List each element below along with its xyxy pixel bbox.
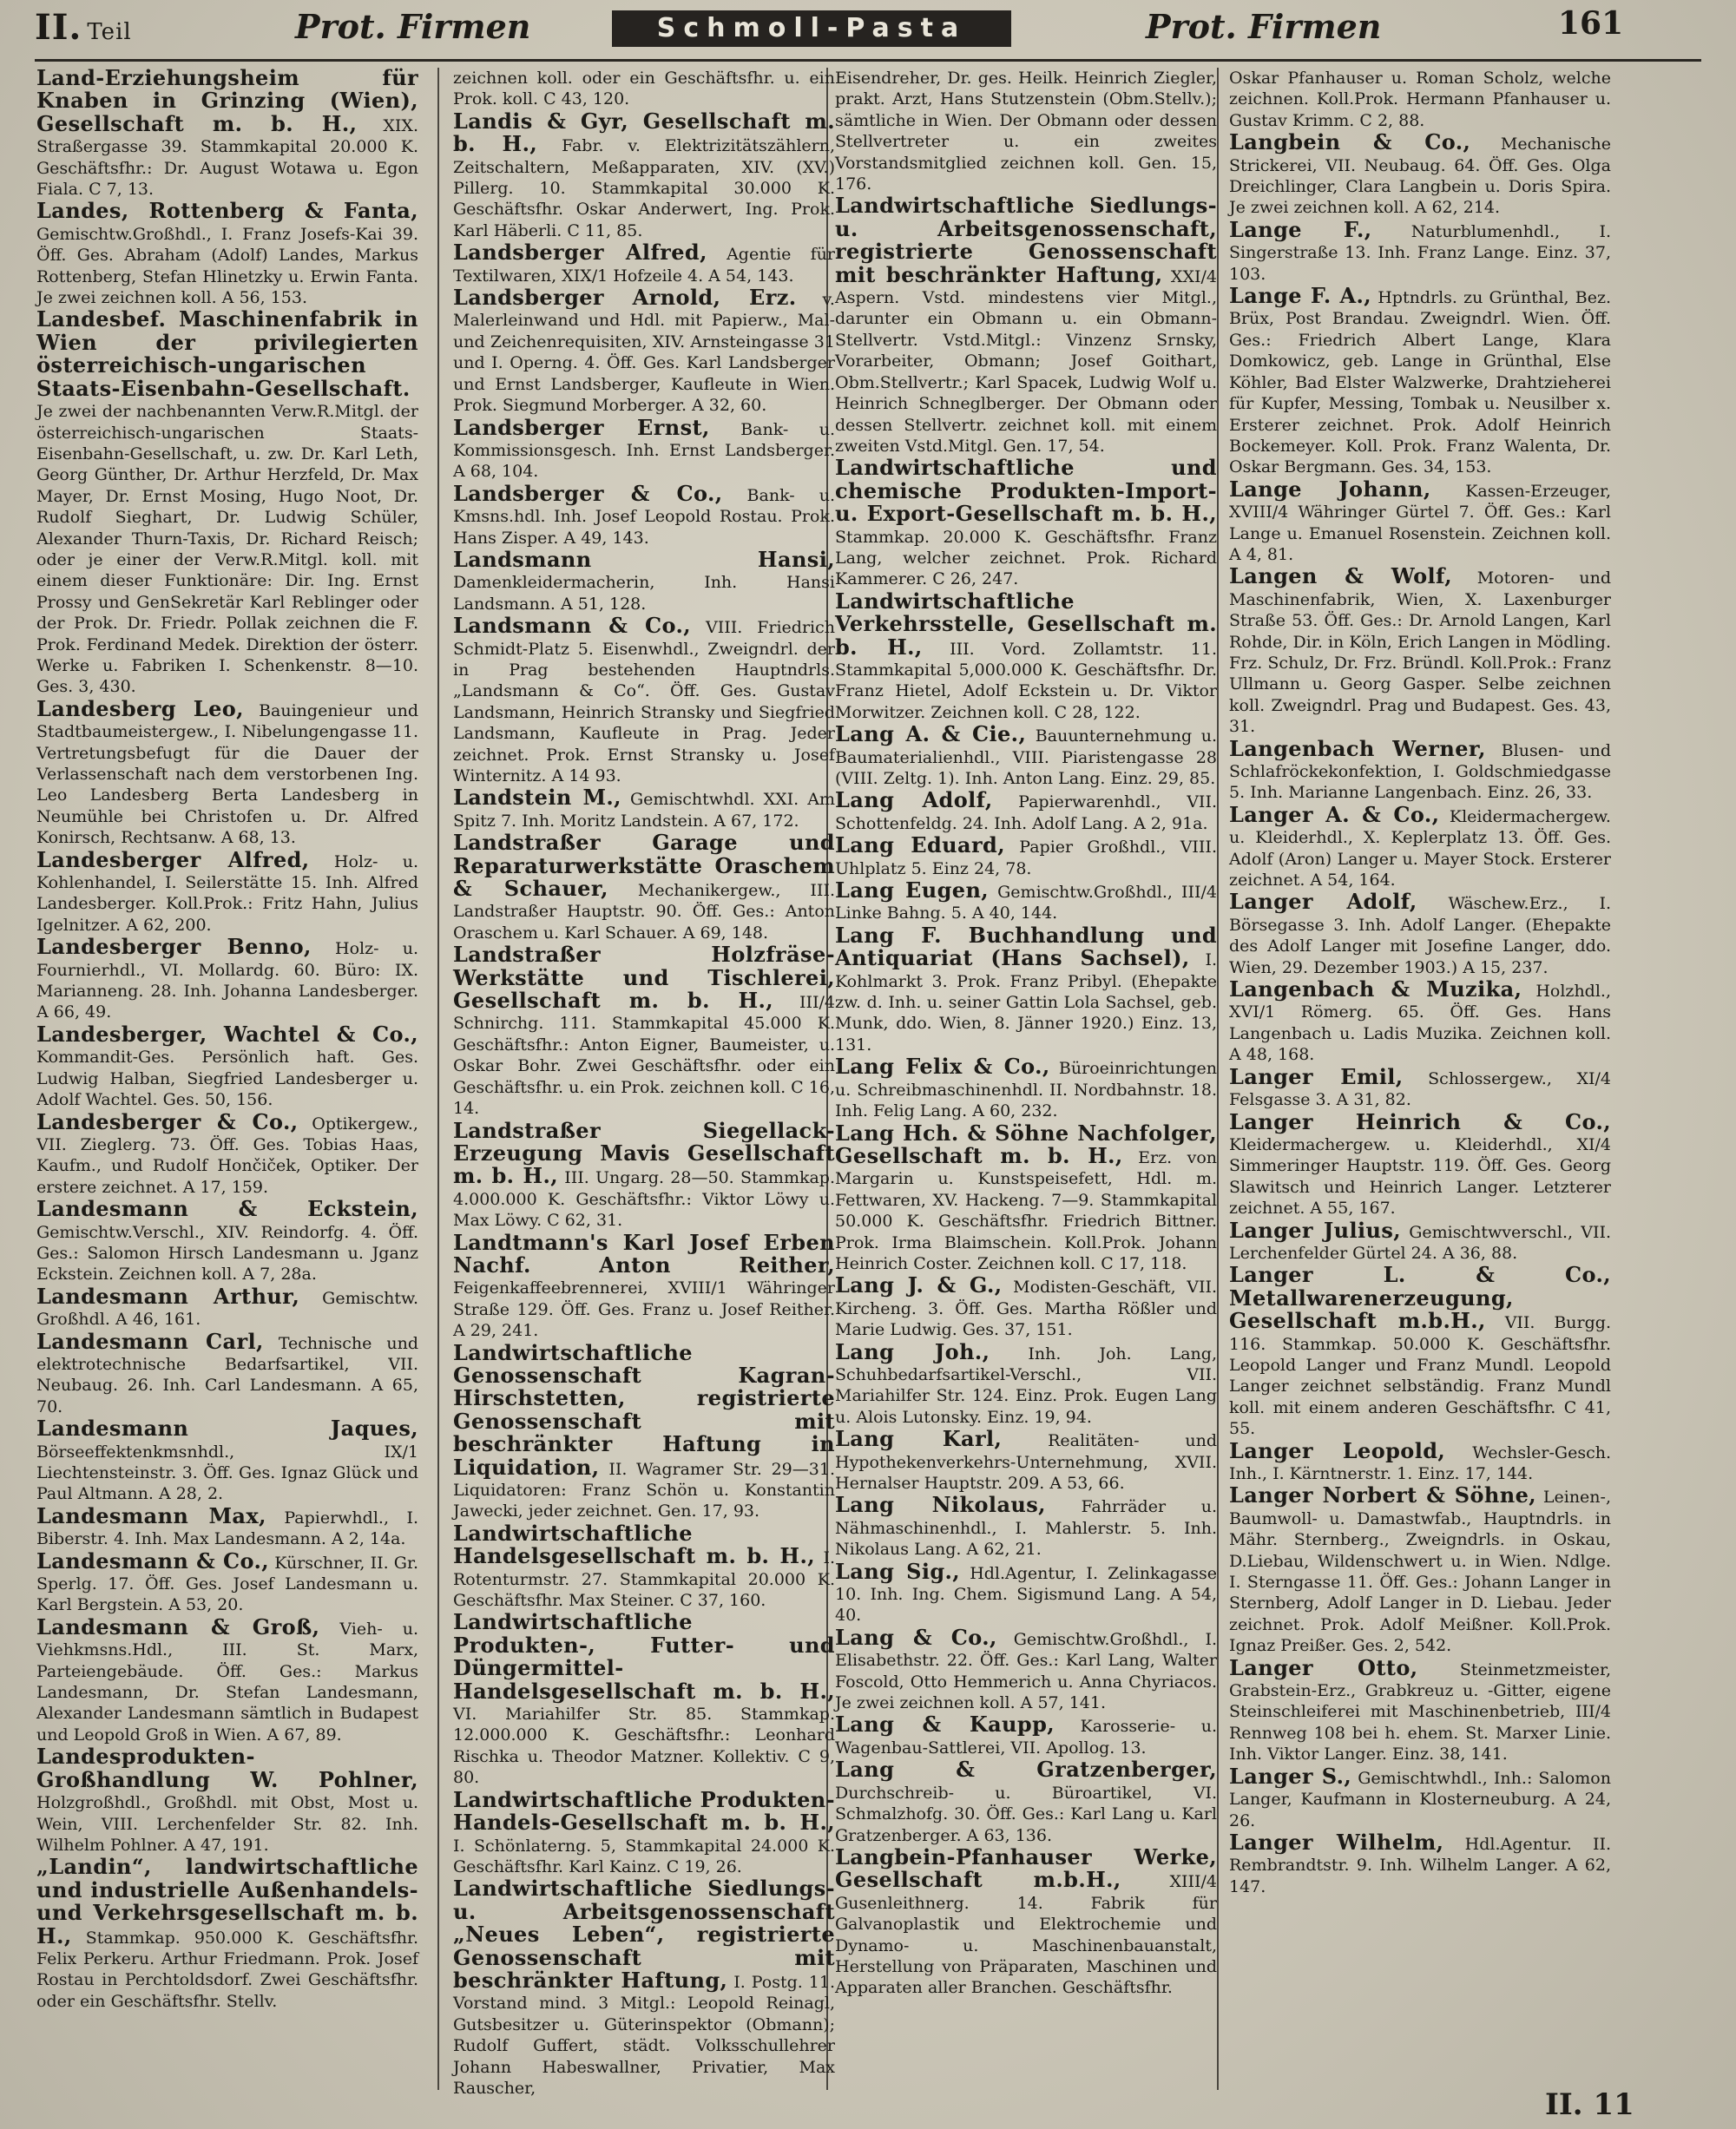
firm-details: Gemischtw. Großhdl. A 46, 161. [36, 1288, 418, 1330]
directory-entry [835, 68, 1217, 194]
signature-mark: II. 11 [1545, 2087, 1634, 2122]
directory-entry [453, 1229, 835, 1342]
directory-entry [36, 1328, 418, 1418]
directory-entry [835, 787, 1217, 834]
firm-details: I. Postg. 11. Vorstand mind. 3 Mitgl.: Leopold Reinagl, Gutsbesitzer u. Güterinspektor (Obmann); Rudolf Guffert, städt. Volksschullehrer Johann Habeswallner, Privatier, Max Rauscher, [453, 1972, 835, 2098]
directory-entry [453, 615, 835, 786]
firm-name: Landstraßer Garage und Reparaturwerkstätte Oraschem & Schauer, [453, 830, 835, 902]
directory-entry [835, 1624, 1217, 1714]
firm-name: Lang F. Buchhandlung und Antiquariat (Hans Sachsel), [835, 922, 1217, 971]
page-number: 161 [1558, 5, 1624, 42]
firm-name: Landsmann Hansi, [453, 546, 835, 572]
firm-details: Gemischtw.Großhdl., I. Franz Josefs-Kai 39. Öff. Ges. Abraham (Adolf) Landes, Markus Rottenberg, Stefan Hlinetzky u. Erwin Fanta. Je zwei zeichnen koll. A 56, 153. [36, 224, 418, 308]
firm-name: Landesmann & Co., [36, 1547, 270, 1574]
column-divider [1217, 68, 1219, 2090]
directory-entry [36, 1502, 419, 1550]
firm-name: Langenbach & Muzika, [1229, 976, 1522, 1002]
firm-details: Feigenkaffeebrennerei, XVIII/1 Währinger Straße 129. Öff. Ges. Franz u. Josef Reither. A 29, 241. [453, 1278, 835, 1341]
firm-name: Landesbef. Maschinenfabrik in Wien der privilegierten österreichisch-ungarischen Staats-Eisenbahn-Gesellschaft. [36, 306, 418, 401]
firm-name: Langbein-Pfanhauser Werke, Gesellschaft m.b.H., [835, 1843, 1217, 1893]
directory-entry [453, 1520, 835, 1612]
firm-details: Naturblumenhdl., I. Singerstraße 13. Inh. Franz Lange. Einz. 37, 103. [1229, 221, 1611, 284]
firm-name: Landwirtschaftliche Genossenschaft Kagran-Hirschstetten, registrierte Genossenschaft mit beschränkter Haftung in Liquidation, [453, 1339, 835, 1480]
running-title-right: Prot. Firmen [1146, 7, 1382, 46]
directory-entry [453, 287, 835, 416]
firm-name: Landsberger Alfred, [453, 240, 707, 266]
firm-name: Langer Adolf, [1229, 889, 1417, 915]
directory-entry [453, 242, 835, 286]
directory-entry [36, 200, 418, 308]
firm-details: I. Kohlmarkt 3. Prok. Franz Pribyl. (Ehepakte zw. d. Inh. u. seiner Gattin Lola Sachsel, geb. Munk, ddo. Wien, 8. Jänner 1920.) Einz. 13, 131. [835, 950, 1217, 1055]
column-divider [437, 68, 439, 2090]
firm-name: Landstraßer Holzfräse-Werkstätte und Tischlerei, Gesellschaft m. b. H., [453, 942, 835, 1014]
directory-entry [1229, 1829, 1612, 1897]
directory-entry [36, 1613, 419, 1745]
firm-name: Lange F. A., [1229, 283, 1372, 309]
firm-details: Kürschner, II. Gr. Sperlg. 17. Öff. Ges. Josef Landesmann u. Karl Bergstein. A 53, 20. [36, 1553, 418, 1615]
firm-details: XIX. Straßergasse 39. Stammkapital 20.000 K. Geschäftsfhr.: Dr. August Wotawa u. Egon Fiala. C 7, 13. [36, 115, 418, 200]
directory-entry [1229, 801, 1611, 891]
column-4 [1229, 68, 1611, 2081]
part-label: II. Teil [35, 7, 132, 48]
firm-name: Langen & Wolf, [1229, 563, 1452, 589]
directory-entry [1229, 976, 1611, 1066]
firm-name: Landwirtschaftliche Handelsgesellschaft m. b. H., [453, 1520, 816, 1569]
directory-entry [1229, 1217, 1612, 1265]
advertisement-banner: Schmoll-Pasta [612, 10, 1011, 47]
firm-name: Lang & Kaupp, [835, 1712, 1055, 1738]
firm-details: Steinmetzmeister, Grabstein-Erz., Grabkreuz u. -Gitter, eigene Steinschleiferei mit Maschinenbetrieb, III/4 Rennweg 108 bei h. ehem. St. Marxer Linie. Inh. Viktor Langer. Einz. 38, 141. [1229, 1659, 1611, 1764]
column-3 [835, 68, 1217, 2081]
firm-name: Landwirtschaftliche und chemische Produkten-Import- u. Export-Gesellschaft m. b. H., [835, 455, 1217, 527]
firm-name: Landsberger Ernst, [453, 414, 710, 440]
firm-details: Motoren- und Maschinenfabrik, Wien, X. Laxenburger Straße 53. Öff. Ges.: Dr. Arnold Langen, Karl Rohde, Dir. in Köln, Erich Langen in Mödling. Frz. Schulz, Dr. Frz. Bründl. Koll.Prok.: Franz Ullmann u. Georg Gasper. Selbe zeichnen koll. Zweigndrl. Prag und Budapest. Ges. 43, 31. [1229, 568, 1611, 737]
firm-name: Langbein & Co., [1229, 129, 1471, 155]
directory-entry [36, 65, 418, 200]
firm-details: Fabr. v. Elektrizitätszählern, Zeitschaltern, Meßapparaten, XIV. (XV.) Pillerg. 10. Stammkapital 30.000 K. Geschäftsfhr. Oskar Anderwert, Ing. Prok. Karl Häberli. C 11, 85. [453, 136, 835, 240]
firm-name: Lang Eduard, [835, 832, 1005, 858]
firm-details: Holz- u. Kohlenhandel, I. Seilerstätte 15. Inh. Alfred Landesberger. Koll.Prok.: Fritz Hahn, Julius Igelnitzer. A 62, 200. [36, 851, 418, 935]
firm-details: Realitäten- und Hypothekenverkehrs-Unternehmung, XVII. Hernalser Hauptstr. 209. A 53, 66. [835, 1431, 1217, 1493]
firm-details: Bauingenieur und Stadtbaumeistergew., I. Nibelungengasse 11. Vertretungsbefugt für die Dauer der Verlassenschaft nach dem verstorbenen Ing. Leo Landesberg Berta Landesberg in Neumühle bei Christofen u. Dr. Alfred Konirsch, Rechtsanw. A 68, 13. [36, 700, 418, 848]
firm-details: I. Rotenturmstr. 27. Stammkapital 20.000 K. Geschäftsfhr. Max Steiner. C 37, 160. [453, 1548, 835, 1611]
directory-entry [835, 1492, 1217, 1560]
directory-entry [1229, 1063, 1611, 1111]
firm-details: Durchschreib- u. Büroartikel, VI. Schmalzhofg. 30. Öff. Ges.: Karl Lang u. Karl Gratzenberger. A 63, 136. [835, 1783, 1217, 1845]
firm-details: I. Schönlaterng. 5, Stammkapital 24.000 K. Geschäftsfhr. Karl Kainz. C 19, 26. [453, 1836, 835, 1876]
firm-name: Landtmann's Karl Josef Erben Nachf. Anton Reither, [453, 1229, 835, 1278]
firm-details: Damenkleidermacherin, Inh. Hansi Landsmann. A 51, 128. [453, 573, 835, 614]
firm-details: Wäschew.Erz., I. Börsegasse 3. Inh. Adolf Langer. (Ehepakte des Adolf Langer mit Josefine Langer, ddo. Wien, 29. Dezember 1903.) A 15, 237. [1229, 894, 1611, 977]
firm-name: Langer Norbert & Söhne, [1229, 1482, 1537, 1508]
directory-entry [36, 1021, 418, 1111]
firm-details: Wechsler-Gesch. Inh., I. Kärntnerstr. 1. Einz. 17, 144. [1229, 1442, 1611, 1483]
directory-entry [453, 944, 835, 1119]
directory-entry [1229, 216, 1611, 285]
firm-details: Karosserie- u. Wagenbau-Sattlerei, VII. Apollog. 13. [835, 1717, 1217, 1758]
firm-name: Langer S., [1229, 1763, 1352, 1789]
firm-name: Landis & Gyr, Gesellschaft m. b. H., [453, 108, 835, 157]
firm-details: Technische und elektrotechnische Bedarfsartikel, VII. Neubaug. 26. Inh. Carl Landesmann. A 65, 70. [36, 1333, 418, 1416]
firm-name: Lang Eugen, [835, 877, 990, 904]
firm-name: Landesprodukten-Großhandlung W. Pohlner, [36, 1744, 418, 1792]
column-1 [36, 65, 419, 2081]
directory-entry [453, 108, 835, 241]
directory-entry [36, 936, 418, 1023]
firm-details: Gemischtwverschl., VII. Lerchenfelder Gürtel 24. A 36, 88. [1229, 1222, 1612, 1263]
directory-entry [835, 1843, 1217, 1999]
directory-entry [1229, 1108, 1611, 1219]
firm-details: Optikergew., VII. Zieglerg. 73. Öff. Ges. Tobias Haas, Kaufm., und Rudolf Hončiček, Optiker. Der erstere zeichnet. A 17, 159. [36, 1114, 418, 1197]
firm-details: Hptndrls. zu Grünthal, Bez. Brüx, Post Brandau. Zweigndrl. Wien. Öff. Ges.: Friedrich Albert Lange, Klara Domkowicz, geb. Lange in Grünthal, Else Köhler, Bad Elster Walzwerke, Drahtzieherei für Kupfer, Messing, Tombak u. Neusilber x. Ersterer zeichnet. Prok. Adolf Heinrich Bockemeyer. Koll. Prok. Franz Walenta, Dr. Oskar Bergmann. Ges. 34, 153. [1229, 288, 1612, 477]
directory-entry [1229, 891, 1611, 978]
firm-details: Oskar Pfanhauser u. Roman Scholz, welche zeichnen. Koll.Prok. Hermann Pfanhauser u. Gustav Krimm. C 2, 88. [1229, 69, 1611, 130]
directory-entry [1229, 1654, 1611, 1765]
firm-details: Gemischtw.Verschl., XIV. Reindorfg. 4. Öff. Ges.: Salomon Hirsch Landesmann u. Jganz Eckstein. Zeichnen koll. A 7, 28a. [36, 1222, 418, 1285]
directory-entry [835, 1272, 1217, 1340]
firm-details: Agentie für Textilwaren, XIX/1 Hofzeile 4. A 54, 143. [453, 245, 835, 286]
directory-entry [453, 1786, 835, 1878]
firm-details: Hdl.Agentur, I. Zelinkagasse 10. Inh. Ing. Chem. Sigismund Lang. A 54, 40. [835, 1563, 1218, 1626]
firm-details: Kommandit-Ges. Persönlich haft. Ges. Ludwig Halban, Siegfried Landesberger u. Adolf Wachtel. Ges. 50, 156. [36, 1048, 418, 1110]
firm-details: Je zwei der nachbenannten Verw.R.Mitgl. der österreichisch-ungarischen Staats-Eisenbahn-Gesellschaft, u. zw. Dr. Karl Leth, Georg Günther, Dr. Arthur Herzfeld, Dr. Max Mayer, Dr. Ernst Mosing, Hugo Noot, Dr. Rudolf Sieghart, Dr. Ludwig Schüler, Alexander Thurn-Taxis, Dr. Richard Reisch; oder je einer der Verw.R.Mitgl. koll. mit einem dieser Funktionäre: Dir. Ing. Ernst Prossy und GenSekretär Karl Reblinger oder der Prok. Dr. Friedr. Pollak zeichnen die F. Prok. Ferdinand Medek. Direktion der österr. Werke u. Fabriken I. Schenkenstr. 8—10. Ges. 3, 430. [36, 402, 418, 697]
firm-details: Schlossergew., XI/4 Felsgasse 3. A 31, 82. [1229, 1068, 1611, 1110]
directory-entry [1229, 1763, 1611, 1831]
firm-details: VI. Mariahilfer Str. 85. Stammkap. 12.000.000 K. Geschäftsfhr.: Leonhard Rischka u. Theodor Matzner. Kollektiv. C 9, 80. [453, 1705, 835, 1788]
firm-name: Landesmann Arthur, [36, 1283, 300, 1309]
firm-details: VII. Burgg. 116. Stammkap. 50.000 K. Geschäftsfhr. Leopold Langer und Franz Mundl. Leopold Langer zeichnet selbständig. Franz Mundl koll. mit einem anderen Geschäftsfhr. C 41, 55. [1229, 1313, 1611, 1439]
firm-details: Stammkap. 950.000 K. Geschäftsfhr. Felix Perkeru. Arthur Friedmann. Prok. Josef Rostau in Perchtoldsdorf. Zwei Geschäftsfhr. oder ein Geschäftsfhr. Stellv. [36, 1928, 419, 2011]
directory-entry [835, 1120, 1217, 1275]
firm-name: Langer Leopold, [1229, 1437, 1446, 1463]
firm-name: Landesmann Max, [36, 1502, 266, 1528]
firm-details: Eisendreher, Dr. ges. Heilk. Heinrich Ziegler, prakt. Arzt, Hans Stutzenstein (Obm.Stellv.); sämtliche in Wien. Der Obmann oder dessen Stellvertreter u. ein zweites Vorstandsmitglied zeichnen koll. Gen. 15, 176. [835, 69, 1217, 194]
firm-name: Langer Heinrich & Co., [1229, 1108, 1611, 1134]
firm-name: Landesberger Benno, [36, 934, 312, 960]
firm-details: Kleidermachergew. u. Kleiderhdl., X. Keplerplatz 13. Öff. Ges. Adolf (Aron) Langer u. Mayer Stock. Ersterer zeichnet. A 54, 164. [1229, 806, 1611, 890]
firm-name: Langer Otto, [1229, 1654, 1418, 1680]
directory-entry [453, 1878, 835, 2099]
firm-details: Mechanikergew., III. Landstraßer Hauptstr. 90. Öff. Ges.: Anton Oraschem u. Karl Schauer. A 69, 148. [453, 881, 835, 943]
firm-name: Lang & Co., [835, 1624, 997, 1650]
directory-entry [835, 1056, 1217, 1121]
directory-entry [453, 1609, 835, 1788]
firm-details: Bank- u. Kmsns.hdl. Inh. Josef Leopold Rostau. Prok. Hans Zisper. A 49, 143. [453, 485, 835, 548]
directory-entry [36, 846, 418, 936]
directory-entry [835, 1558, 1218, 1626]
directory-entry [1229, 735, 1611, 804]
firm-details: Kleidermachergew. u. Kleiderhdl., XI/4 Simmeringer Hauptstr. 119. Öff. Ges. Georg Slawitsch und Heinrich Langer. Letzterer zeichnet. A 55, 167. [1229, 1134, 1611, 1219]
firm-name: Landsberger Arnold, Erz. [453, 285, 797, 311]
firm-name: Lang A. & Cie., [835, 721, 1027, 747]
firm-name: Langer Wilhelm, [1229, 1829, 1444, 1855]
firm-name: Lang Sig., [835, 1558, 961, 1584]
header-rule [35, 59, 1701, 62]
column-2 [453, 68, 835, 2098]
directory-entry [835, 1426, 1217, 1494]
firm-name: Langer Julius, [1229, 1217, 1402, 1243]
firm-name: Lang J. & G., [835, 1272, 1003, 1298]
firm-name: Landesmann Carl, [36, 1328, 264, 1354]
directory-entry [835, 877, 1217, 924]
firm-details: Papierwhdl., I. Biberstr. 4. Inh. Max Landesmann. A 2, 14a. [36, 1508, 419, 1549]
firm-details: Blusen- und Schlafröckekonfektion, I. Goldschmiedgasse 5. Inh. Marianne Langenbach. Einz. 26, 33. [1229, 740, 1611, 803]
firm-details: Modisten-Geschäft, VII. Kircheng. 3. Öff. Ges. Martha Rößler und Marie Ludwig. Ges. 37, 151. [835, 1278, 1217, 1340]
firm-details: Papierwarenhdl., VII. Schottenfeldg. 24. Inh. Adolf Lang. A 2, 91a. [835, 792, 1217, 833]
directory-entry [453, 480, 835, 549]
firm-name: Landwirtschaftliche Produkten-Handels-Gesellschaft m. b. H., [453, 1786, 835, 1836]
firm-name: Landesberger Alfred, [36, 846, 310, 872]
directory-entry [1229, 283, 1612, 478]
directory-entry [835, 588, 1217, 723]
firm-name: Landesmann & Groß, [36, 1613, 320, 1639]
directory-entry [1229, 1262, 1611, 1439]
firm-details: Vieh- u. Viehkmsns.Hdl., III. St. Marx, Parteiengebäude. Öff. Ges.: Markus Landesmann, Dr. Stefan Landesmann, Alexander Landesmann sämtlich in Budapest und Leopold Groß in Wien. A 67, 89. [36, 1619, 419, 1745]
firm-details: Leinen-, Baumwoll- u. Damastwfab., Hauptndrls. in Mähr. Sternberg., Zweigndrls. in Oskau, D.Liebau, Wildenschwert u. in Wien. Ndlge. I. Sterngasse 11. Öff. Ges.: Johann Langer in Sternberg, Adolf Langer in D. Liebau. Jeder zeichnet. Prok. Adolf Meißner. Koll.Prok. Ignaz Preißer. Ges. 2, 542. [1229, 1488, 1611, 1656]
directory-entry [453, 832, 835, 943]
firm-details: Hdl.Agentur. II. Rembrandtstr. 9. Inh. Wilhelm Langer. A 62, 147. [1229, 1834, 1612, 1896]
firm-details: Kassen-Erzeuger, XVIII/4 Währinger Gürtel 7. Öff. Ges.: Karl Lange u. Emanuel Rosenstein. Zeichnen koll. A 4, 81. [1229, 481, 1611, 564]
firm-details: III. Ungarg. 28—50. Stammkap. 4.000.000 K. Geschäftsfhr.: Viktor Löwy u. Max Löwy. C 62, 31. [453, 1168, 835, 1231]
firm-name: Landstraßer Siegellack-Erzeugung Mavis Gesellschaft m. b. H., [453, 1117, 835, 1189]
firm-name: Landwirtschaftliche Verkehrsstelle, Gesellschaft m. b. H., [835, 588, 1217, 660]
directory-entry [835, 832, 1217, 879]
firm-details: Fahrräder u. Nähmaschinenhdl., I. Mahlerstr. 5. Inh. Nikolaus Lang. A 62, 21. [835, 1497, 1217, 1560]
firm-name: Langer L. & Co., Metallwarenerzeugung, Gesellschaft m.b.H., [1229, 1262, 1611, 1334]
firm-details: Holzgroßhdl., Großhdl. mit Obst, Most u. Wein, VIII. Lerchenfelder Str. 82. Inh. Wilhelm Pohlner. A 47, 191. [36, 1793, 418, 1855]
directory-entry [36, 1547, 418, 1616]
firm-details: Gemischtwhdl., Inh.: Salomon Langer, Kaufmann in Klosterneuburg. A 24, 26. [1229, 1768, 1611, 1830]
firm-name: Lang Hch. & Söhne Nachfolger, Gesellschaft m. b. H., [835, 1120, 1217, 1168]
directory-entry [36, 306, 418, 697]
firm-name: Landwirtschaftliche Siedlungs- u. Arbeitsgenossenschaft, registrierte Genossenschaft mit beschränkter Haftung, [835, 193, 1217, 287]
directory-entry [835, 1338, 1217, 1429]
firm-name: Landesberg Leo, [36, 695, 244, 721]
firm-details: Stammkap. 20.000 K. Geschäftsfhr. Franz Lang, welcher zeichnet. Prok. Richard Kammerer. C 26, 247. [835, 527, 1217, 589]
firm-name: Lang Joh., [835, 1338, 990, 1364]
directory-entry [835, 721, 1217, 789]
firm-name: Land-Erziehungsheim für Knaben in Grinzing (Wien), Gesellschaft m. b. H., [36, 65, 418, 136]
firm-name: Landsmann & Co., [453, 613, 692, 639]
directory-entry [36, 1108, 418, 1199]
directory-entry [453, 1339, 835, 1522]
firm-name: Landesmann & Eckstein, [36, 1196, 418, 1222]
firm-details: Gemischtw.Großhdl., III/4 Linke Bahng. 5. A 40, 144. [835, 883, 1217, 923]
directory-entry [835, 1714, 1217, 1758]
firm-name: Lang Felix & Co., [835, 1054, 1050, 1080]
firm-name: Langer A. & Co., [1229, 801, 1440, 827]
firm-details: Gemischtwhdl. XXI. Am Spitz 7. Inh. Moritz Landstein. A 67, 172. [453, 790, 835, 831]
firm-details: XXI/4 Aspern. Vstd. mindestens vier Mitgl., darunter ein Obmann u. ein Obmann-Stellvertr. Vstd.Mitgl.: Vinzenz Srnsky, Vorarbeiter, Obmann; Josef Goithart, Obm.Stellvertr.; Karl Spacek, Ludwig Wolf u. Heinrich Schneglberger. Der Obmann oder dessen Stellvertr. zeichnet koll. mit einem zweiten Vstd.Mitgl. Gen. 17, 54. [835, 266, 1217, 456]
directory-entry [453, 68, 835, 110]
firm-details: Mechanische Strickerei, VII. Neubaug. 64. Öff. Ges. Olga Dreichlinger, Clara Langbein u. Doris Spira. Je zwei zeichnen koll. A 62, 214. [1229, 135, 1611, 218]
firm-details: v. Malerleinwand und Hdl. mit Papierw., Mal- und Zeichenrequisiten, XIV. Arnsteingasse 31 und I. Operng. 4. Öff. Ges. Karl Landsberger und Ernst Landsberger, Kaufleute in Wien. Prok. Siegmund Morberger. A 32, 60. [453, 290, 835, 416]
firm-name: Lange Johann, [1229, 476, 1431, 502]
firm-name: Landsberger & Co., [453, 480, 723, 506]
firm-details: Büroeinrichtungen u. Schreibmaschinenhdl. II. Nordbahnstr. 18. Inh. Felig Lang. A 60, 232. [835, 1059, 1217, 1121]
firm-details: Papier Großhdl., VIII. Uhlplatz 5. Einz 24, 78. [835, 838, 1217, 878]
directory-entry [453, 414, 835, 483]
firm-details: III/4 Schnirchg. 111. Stammkapital 45.000 K. Geschäftsfhr.: Anton Eigner, Baumeister, u. Oskar Bohr. Zwei Geschäftsfhr. oder ein Geschäftsfhr. u. ein Prok. zeichnen koll. C 16, 14. [453, 993, 835, 1119]
directory-entry [1229, 476, 1611, 566]
firm-name: Lang Adolf, [835, 787, 993, 813]
firm-name: Lange F., [1229, 216, 1372, 242]
firm-details: III. Vord. Zollamtstr. 11. Stammkapital 5,000.000 K. Geschäftsfhr. Dr. Franz Hietel, Adolf Eckstein u. Dr. Viktor Morwitzer. Zeichnen koll. C 28, 122. [835, 639, 1217, 722]
firm-details: Inh. Joh. Lang, Schuhbedarfsartikel-Verschl., VII. Mariahilfer Str. 124. Einz. Prok. Eugen Lang u. Alois Lutonsky. Einz. 19, 94. [835, 1344, 1217, 1427]
directory-entry [36, 1283, 418, 1331]
firm-name: Lang & Gratzenberger, [835, 1757, 1217, 1783]
firm-details: Börseeffektenkmsnhdl., IX/1 Liechtensteinstr. 3. Öff. Ges. Ignaz Glück und Paul Altmann. A 28, 2. [36, 1442, 418, 1504]
firm-name: Lang Karl, [835, 1426, 1003, 1452]
firm-details: Gemischtw.Großhdl., I. Elisabethstr. 22. Öff. Ges.: Karl Lang, Walter Foscold, Otto Hemmerich u. Anna Chyriacos. Je zwei zeichnen koll. A 57, 141. [835, 1629, 1217, 1713]
firm-details: zeichnen koll. oder ein Geschäftsfhr. u. ein Prok. koll. C 43, 120. [453, 69, 835, 109]
firm-name: Langer Emil, [1229, 1063, 1404, 1089]
directory-entry [1229, 1437, 1611, 1485]
directory-entry [835, 922, 1217, 1055]
directory-entry [36, 1746, 418, 1856]
running-title-left: Prot. Firmen [295, 7, 531, 46]
firm-name: Landesmann Jaques, [36, 1416, 418, 1442]
firm-name: Langenbach Werner, [1229, 735, 1486, 761]
directory-entry [453, 546, 835, 614]
page-header [0, 0, 1736, 68]
directory-entry [835, 195, 1217, 457]
directory-entry [1229, 129, 1611, 219]
firm-details: Erz. von Margarin u. Kunstspeisefett, Hdl. m. Fettwaren, XV. Hackeng. 7—9. Stammkapital 50.000 K. Geschäftsfhr. Friedrich Bittner. Prok. Irma Blaimschein. Koll.Prok. Johann Heinrich Coster. Zeichnen koll. C 17, 118. [835, 1147, 1217, 1273]
firm-name: Landstein M., [453, 785, 621, 811]
firm-name: Landwirtschaftliche Siedlungs- u. Arbeitsgenossenschaft „Neues Leben“, registrierte Genossenschaft mit beschränkter Haftung, [453, 1876, 835, 1993]
directory-entry [36, 1418, 418, 1505]
directory-entry [835, 1759, 1217, 1846]
directory-entry [36, 1196, 418, 1285]
directory-entry [1229, 563, 1611, 737]
directory-entry [36, 695, 418, 849]
firm-name: Landesberger, Wachtel & Co., [36, 1021, 418, 1047]
firm-name: Landwirtschaftliche Produkten-, Futter- und Düngermittel-Handelsgesellschaft m. b. H., [453, 1609, 835, 1704]
firm-name: „Landin“, landwirtschaftliche und industrielle Außenhandels- und Verkehrsgesellschaft m. b. H., [36, 1854, 418, 1948]
directory-entry [1229, 68, 1611, 131]
directory-entry [453, 787, 835, 831]
directory-entry [1229, 1482, 1611, 1656]
firm-name: Landesberger & Co., [36, 1108, 299, 1134]
firm-details: Holz- u. Fournierhdl., VI. Mollardg. 60. Büro: IX. Marianneng. 28. Inh. Johanna Landesberger. A 66, 49. [36, 939, 418, 1022]
firm-details: Bauunternehmung u. Baumaterialienhdl., VIII. Piaristengasse 28 (VIII. Zeltg. 1). Inh. Anton Lang. Einz. 29, 85. [835, 726, 1217, 788]
firm-details: Bank- u. Kommissionsgesch. Inh. Ernst Landsberger. A 68, 104. [453, 419, 835, 482]
firm-name: Landes, Rottenberg & Fanta, [36, 198, 418, 224]
firm-details: II. Wagramer Str. 29—31. Liquidatoren: Franz Schön u. Konstantin Jawecki, jeder zeichnet. Gen. 17, 93. [453, 1459, 835, 1521]
firm-details: Holzhdl., XVI/1 Römerg. 65. Öff. Ges. Hans Langenbach u. Ladis Muzika. Zeichnen koll. A 48, 168. [1229, 982, 1611, 1065]
directory-entry [36, 1856, 418, 2012]
firm-name: Lang Nikolaus, [835, 1492, 1046, 1518]
directory-entry [835, 457, 1217, 589]
directory-entry [453, 1117, 835, 1232]
firm-details: XIII/4 Gusenleithnerg. 14. Fabrik für Galvanoplastik und Elektrochemie und Dynamo- u. Maschinenbauanstalt, Herstellung von Präparaten, Maschinen und Apparaten aller Branchen. Geschäftsfhr. [835, 1872, 1217, 1998]
firm-details: VIII. Friedrich Schmidt-Platz 5. Eisenwhdl., Zweigndrl. der in Prag bestehenden Hauptndrls. „Landsmann & Co“. Öff. Ges. Gustav Landsmann, Heinrich Stransky und Siegfried Landsmann, Kaufleute in Prag. Jeder zeichnet. Prok. Ernst Stransky u. Josef Winternitz. A 14 93. [453, 618, 835, 785]
